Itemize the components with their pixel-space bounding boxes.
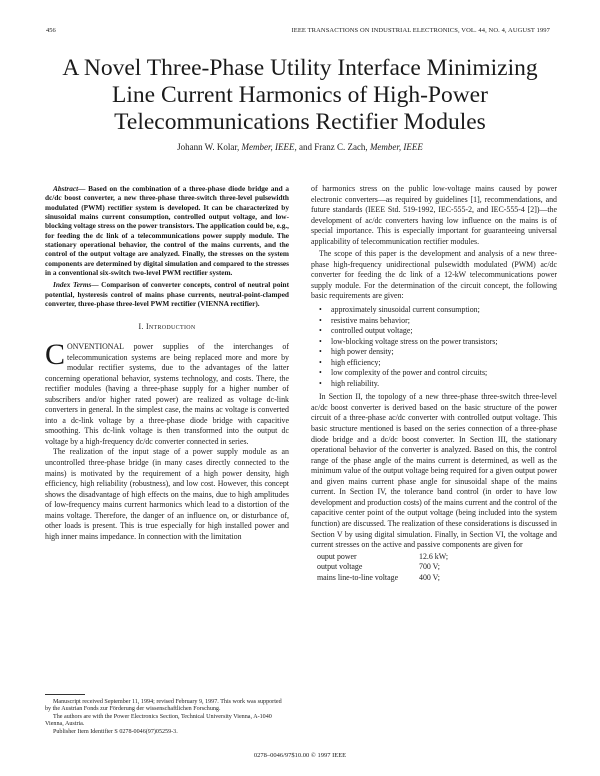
section-heading-introduction: I. Introduction	[138, 322, 196, 332]
table-row	[311, 562, 448, 573]
intro-paragraph-1	[45, 338, 289, 447]
title-line-1: A Novel Three-Phase Utility Interface Minimizing	[62, 55, 538, 81]
list-item: • high power density;	[319, 347, 557, 358]
footnote-manuscript: Manuscript received September 11, 1994; revised February 9, 1997. This work was supported by the Austrian Fonds zur Förderung der wissenschaftlichen Forschung.	[45, 699, 282, 713]
right-paragraph-3: In Section II, the topology of a new three-phase three-switch three-level ac/dc boost converter is derived based on the basic structure of the power circuit of a three-phase ac/dc converter with controlled output voltage. This basic structure mentioned is based on the series connection of a three-phase diode bridge and a dc/dc boost converter. In Section III, the stationary operational behavior of the converter is analyzed. Based on this, the control range of the phase angle of the mains current is determined, as well as the minimum value of the output voltage being required for a given output power and given mains current phase angle for sinusoidal shape of the mains current. In Section IV, the tolerance band control (in order to have low development and production costs) of the mains current and the control of the capacitive center point of the output voltage (being included into the system function) are discussed. The realization of these considerations is discussed in Section V by using digital simulation. Finally, in Section VI, the voltage and current stresses on the active and passive components are given for	[311, 392, 557, 550]
footnote-rule	[45, 694, 85, 695]
index-terms-label: Index Terms—	[53, 280, 99, 290]
journal-header: IEEE TRANSACTIONS ON INDUSTRIAL ELECTRONICS, VOL. 44, NO. 4, AUGUST 1997	[291, 27, 550, 34]
index-terms	[45, 280, 289, 308]
requirements-list	[319, 305, 557, 389]
author-1-role: Member, IEEE,	[241, 142, 297, 152]
list-item: • low complexity of the power and control circuits;	[319, 368, 557, 379]
list-item: • high reliability.	[319, 379, 557, 390]
footnote-publisher-id: Publisher Item Identifier S 0278-0046(97)05259-3.	[53, 728, 178, 735]
author-2-role: Member, IEEE	[369, 142, 423, 152]
intro-paragraph-1-text: power supplies of the interchanges of telecommunication systems are being replaced more and more by modular rectifier systems, due to the advantages of the latter concerning operational behavior, systems technology, and costs. There, the rectifier modules (having a three-phase supply for a higher number of subscribers and/or higher rated power) are realized as voltage dc-link converters in general. In the simplest case, the mains ac voltage is converted into a dc-link voltage by a three-phase diode bridge with capacitive smoothing. This dc-link voltage is then transformed into the output dc voltage by a high-frequency dc/dc converter connected in series.	[45, 342, 289, 446]
spec-table	[311, 552, 448, 584]
copyright-footer: 0278–0046/97$10.00 © 1997 IEEE	[253, 752, 347, 759]
abstract-label: Abstract—	[53, 184, 86, 193]
author-2: Franz C. Zach,	[314, 142, 368, 152]
table-row	[311, 552, 448, 563]
list-item: • resistive mains behavior;	[319, 316, 557, 327]
abstract-text: Based on the combination of a three-phase diode bridge and a dc/dc boost converter, a new three-phase three-switch three-level pulsewidth modulated (PWM) rectifier system is developed. It can be characterized by sinusoidal mains current consumption, controlled output voltage, and low-blocking voltage stress on the power transistors. The application could be, e.g., for feeding the dc link of a telecommunications power supply module. The stationary operational behavior, the control of the mains currents, and the control of the output voltage are analyzed. Finally, the stresses on the system components are determined by digital simulation and compared to the stresses in a conventional six-switch two-level PWM rectifier system.	[45, 184, 289, 278]
author-line	[40, 142, 560, 152]
list-item: • high efficiency;	[319, 358, 557, 369]
page-number: 456	[46, 27, 56, 34]
index-terms-text: Comparison of converter concepts, control of neutral point potential, hysteresis control of mains phase currents, neutral-point-clamped converter, three-phase three-level PWM rectifier (VIENNA rectifier).	[45, 280, 289, 309]
table-row	[311, 573, 448, 584]
spec-label: output voltage	[317, 562, 363, 572]
intro-paragraph-2: The realization of the input stage of a power supply module as an uncontrolled three-phase bridge (in many cases directly connected to the mains) is motivated by the requirement of a high power density, high efficiency, high reliability (robustness), and low cost. However, this concept shows the disadvantage of high effects on the mains, due to high amplitudes of low-frequency mains current harmonics which lead to a distortion of the mains voltage. Therefore, the danger of an influence on, or disturbance of, other loads is present. This is true especially for high installed power and high inner mains impedance. In connection with the limitation	[45, 447, 289, 541]
footnote	[45, 694, 289, 736]
author-and: and	[298, 142, 312, 152]
footnote-affiliation: The authors are with the Power Electronics Section, Technical University Vienna, A-1040 Vienna, Austria.	[45, 713, 272, 728]
title-line-2: Line Current Harmonics of High-Power	[112, 82, 488, 108]
drop-cap: C	[45, 338, 66, 372]
right-paragraph-1: of harmonics stress on the public low-voltage mains caused by power electronic converters—as required by guidelines [1], recommendations, and future standards (IEEE Std. 519-1992, IEC-555-2, and IEC-555-4 [2])—the development of ac/dc converters having low influence on the mains is of special importance. This is especially important for guaranteeing universal applicability of telecommunication rectifier modules.	[311, 184, 557, 246]
first-word: ONVENTIONAL	[67, 342, 124, 352]
spec-value: 700 V;	[419, 562, 440, 572]
spec-label: mains line-to-line voltage	[317, 572, 399, 582]
right-paragraph-2: The scope of this paper is the development and analysis of a new three-phase high-frequency unidirectional pulsewidth modulated (PWM) ac/dc converter for feeding the dc link of a 12-kW telecommunications power supply module. For the determination of the circuit concept, the following basic requirements are given:	[311, 249, 557, 301]
list-item: • controlled output voltage;	[319, 326, 557, 337]
list-item: • low-blocking voltage stress on the power transistors;	[319, 337, 557, 348]
title-line-3: Telecommunications Rectifier Modules	[114, 109, 486, 135]
author-1: Johann W. Kolar,	[177, 142, 240, 152]
spec-label: ouput power	[317, 551, 357, 561]
left-column	[45, 184, 289, 542]
spec-value: 400 V;	[419, 572, 440, 582]
right-column	[311, 184, 557, 583]
paper-title	[20, 55, 580, 136]
list-item: • approximately sinusoidal current consumption;	[319, 305, 557, 316]
spec-value: 12.6 kW;	[419, 551, 449, 561]
abstract	[45, 184, 289, 277]
